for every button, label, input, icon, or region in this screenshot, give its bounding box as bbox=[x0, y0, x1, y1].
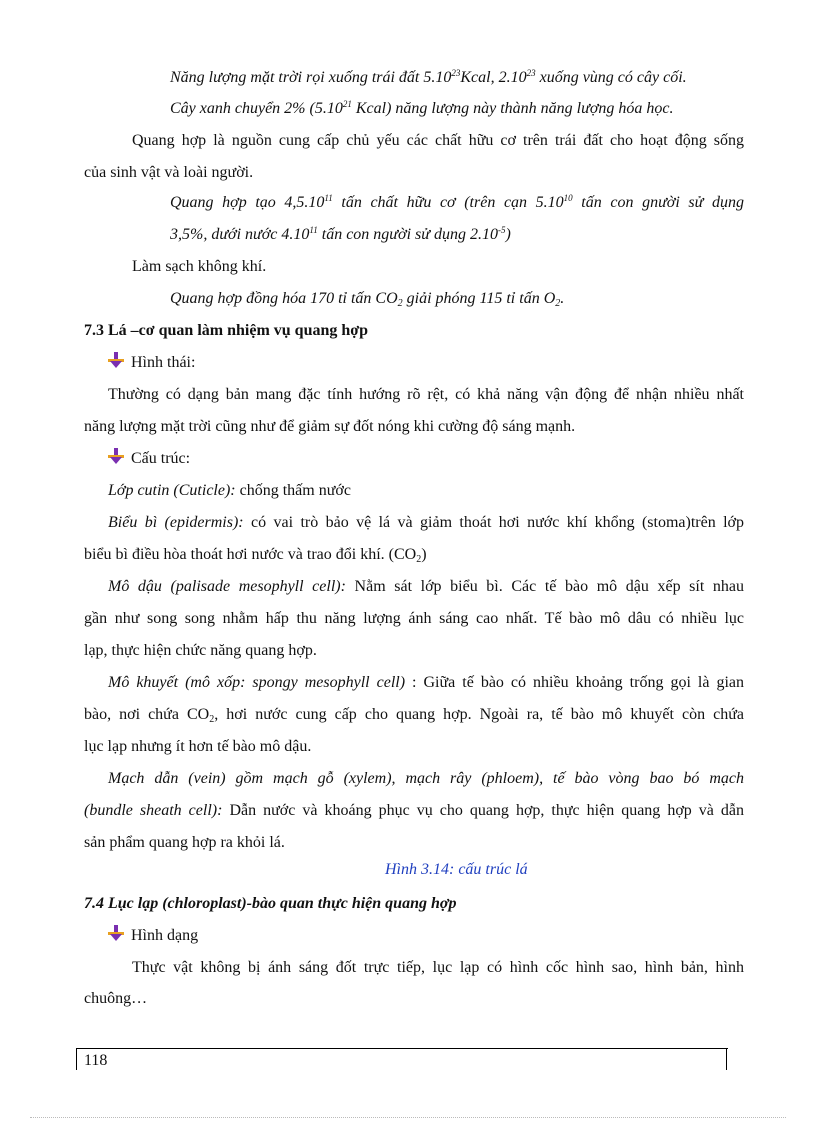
footer-left-border bbox=[76, 1048, 77, 1070]
morphology-line-2: năng lượng mặt trời cũng như để giảm sự đốt nóng khi cường độ sáng mạnh. bbox=[84, 418, 576, 435]
photosynthesis-source-line-2: của sinh vật và loài người. bbox=[84, 164, 254, 181]
photosynthesis-source-line-1: Quang hợp là nguồn cung cấp chủ yếu các chất hữu cơ trên trái đất cho hoạt động sống bbox=[132, 132, 744, 149]
vein-line-3: sản phẩm quang hợp ra khỏi lá. bbox=[84, 834, 285, 851]
shape-label: Hình dạng bbox=[131, 927, 199, 944]
arrow-down-bullet-icon bbox=[108, 925, 124, 941]
clean-air-line: Làm sạch không khí. bbox=[132, 258, 267, 275]
arrow-down-bullet-icon bbox=[108, 448, 124, 464]
organic-production-line-1: Quang hợp tạo 4,5.10$^{11}$ tấn chất hữu cơ (trên cạn 5.10$^{10}$ tấn con gnười sử dụng bbox=[170, 193, 744, 211]
page-bottom-dotted-line bbox=[30, 1117, 786, 1118]
spongy-line-2: bào, nơi chứa $CO_2$, hơi nước cung cấp cho quang hợp. Ngoài ra, tế bào mô khuyết còn chứa bbox=[84, 706, 744, 725]
vein-line-1: Mạch dẫn (vein) gồm mạch gỗ (xylem), mạch rây (phloem), tế bào vòng bao bó mạch bbox=[108, 770, 744, 787]
section-7-4-heading: 7.4 Lục lạp (chloroplast)-bào quan thực hiện quang hợp bbox=[84, 895, 457, 912]
cuticle-line: Lớp cutin (Cuticle): chống thấm nước bbox=[108, 482, 351, 499]
energy-line-2: Cây xanh chuyển 2% (5.10$^{21}$ Kcal) năng lượng này thành năng lượng hóa học. bbox=[170, 99, 674, 117]
palisade-line-1: Mô dậu (palisade mesophyll cell): Nằm sát lớp biểu bì. Các tế bào mô dậu xếp sít nhau bbox=[108, 578, 744, 595]
shape-line-1: Thực vật không bị ánh sáng đốt trực tiếp, lục lạp có hình cốc hình sao, hình bản, hình bbox=[132, 959, 744, 976]
epidermis-line-2: biểu bì điều hòa thoát hơi nước và trao đổi khí. $(CO_2)$ bbox=[84, 546, 427, 565]
shape-line-2: chuông… bbox=[84, 990, 148, 1007]
co2-assimilation-line: Quang hợp đồng hóa 170 tỉ tấn $CO_2$ giải phóng 115 tỉ tấn $O_2$. bbox=[170, 290, 565, 309]
palisade-line-2: gần như song song nhằm hấp thu năng lượng ánh sáng cao nhất. Tế bào mô dâu có nhiều lục bbox=[84, 610, 744, 627]
morphology-line-1: Thường có dạng bản mang đặc tính hướng rõ rệt, có khả năng vận động để nhận nhiều nhất bbox=[108, 386, 744, 403]
arrow-down-bullet-icon bbox=[108, 352, 124, 368]
palisade-line-3: lạp, thực hiện chức năng quang hợp. bbox=[84, 642, 317, 659]
figure-caption: Hình 3.14: cấu trúc lá bbox=[385, 861, 528, 878]
structure-label: Cấu trúc: bbox=[131, 450, 191, 467]
epidermis-line-1: Biểu bì (epidermis): có vai trò bảo vệ lá và giảm thoát hơi nước khí khổng (stoma)trên lớp bbox=[108, 514, 744, 531]
page-number: 118 bbox=[84, 1052, 108, 1069]
spongy-line-3: lục lạp nhưng ít hơn tế bào mô dậu. bbox=[84, 738, 312, 755]
morphology-label: Hình thái: bbox=[131, 354, 196, 371]
organic-production-line-2: 3,5%, dưới nước 4.10$^{11}$ tấn con người sử dụng $2.10^{-5}$) bbox=[170, 225, 511, 243]
energy-line-1: Năng lượng mặt trời rọi xuống trái đất 5.10$^{23}$Kcal, 2.10$^{23}$ xuống vùng có cây cối. bbox=[170, 68, 687, 86]
section-7-3-heading: 7.3 Lá –cơ quan làm nhiệm vụ quang hợp bbox=[84, 322, 369, 339]
footer-rule bbox=[76, 1048, 728, 1049]
spongy-line-1: Mô khuyết (mô xốp: spongy mesophyll cell) : Giữa tế bào có nhiều khoảng trống gọi là gian bbox=[108, 674, 745, 691]
footer-right-border bbox=[726, 1048, 727, 1070]
vein-line-2: (bundle sheath cell): Dẫn nước và khoáng phục vụ cho quang hợp, thực hiện quang hợp và dẫn bbox=[84, 802, 745, 819]
